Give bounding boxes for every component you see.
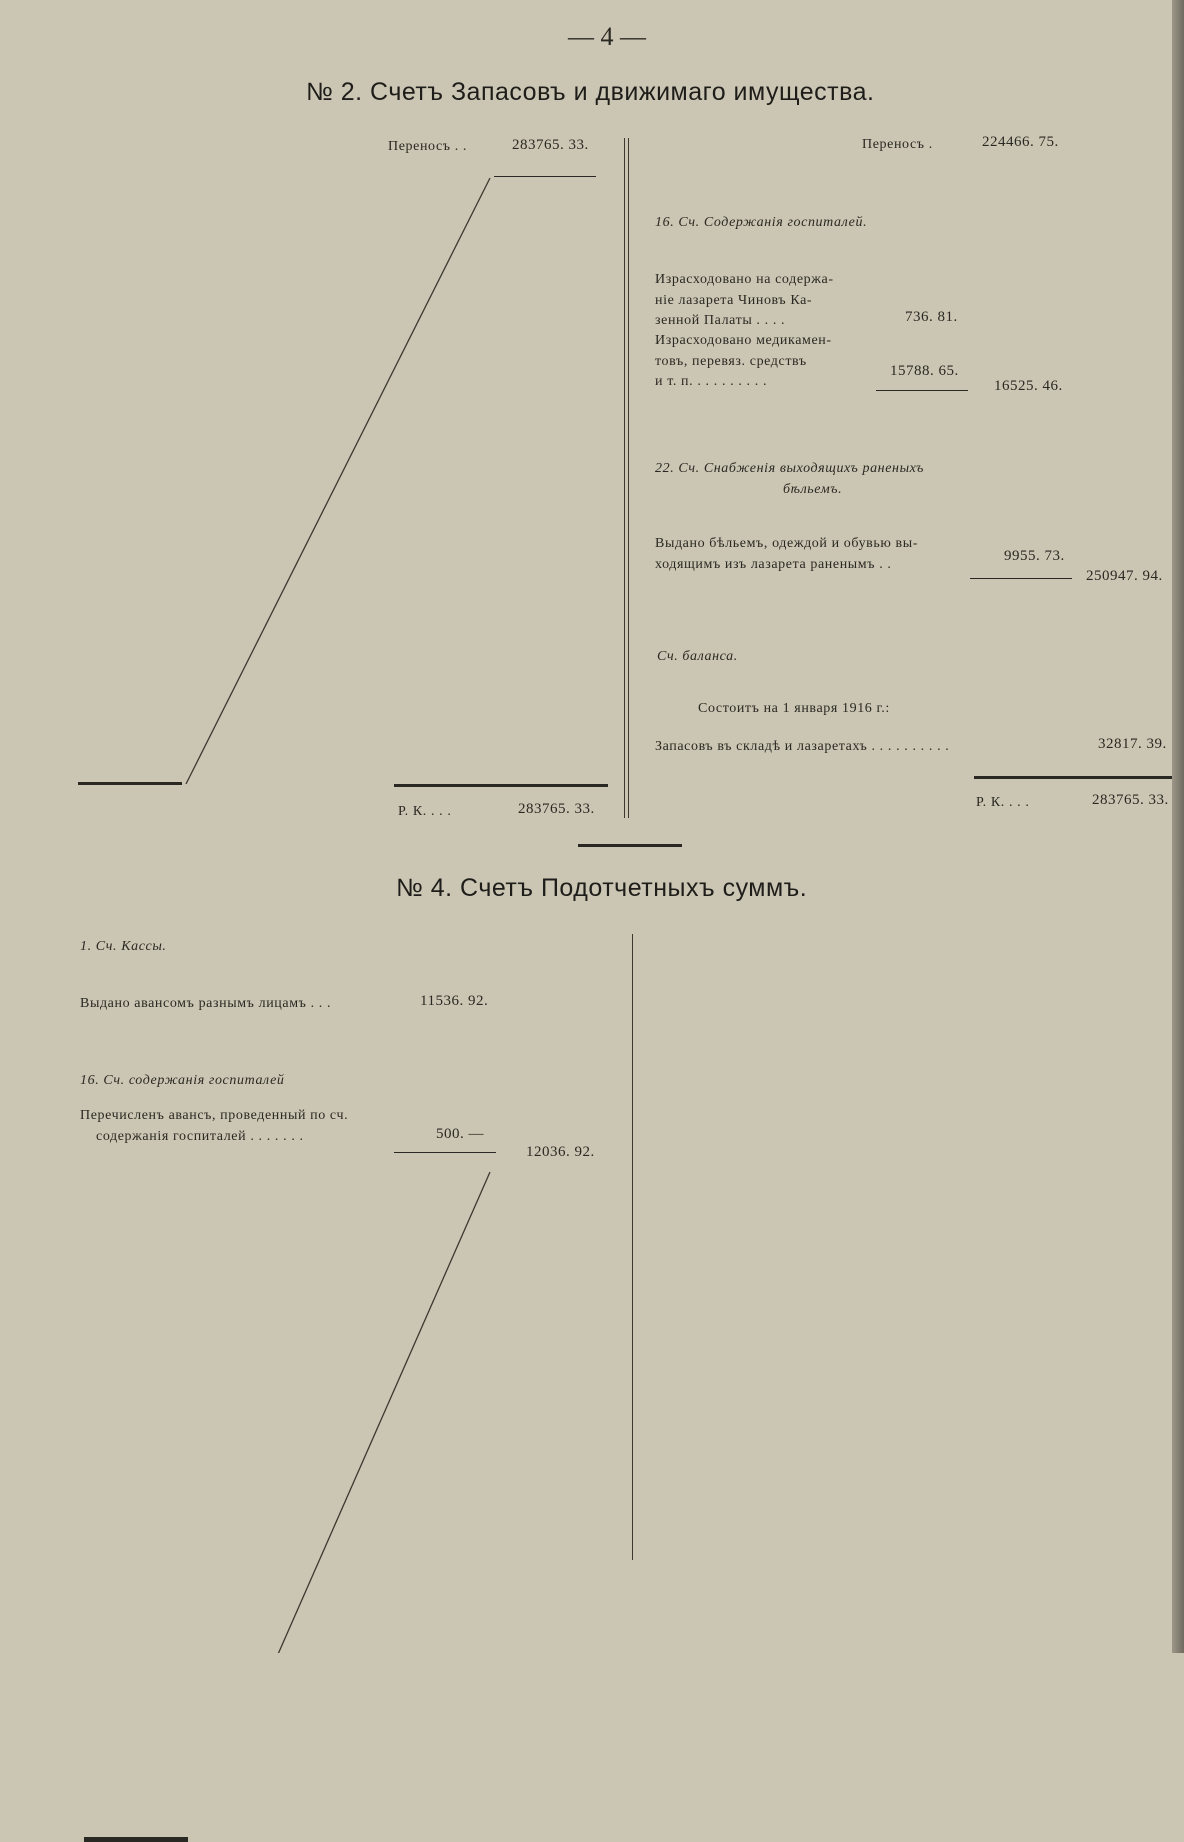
a2-left-rk-label: Р. К. . . .	[398, 804, 452, 819]
a2-balance-header: Сч. баланса.	[657, 649, 738, 664]
a2-sec16-item1-line2: ніе лазарета Чиновъ Ка-	[655, 292, 813, 308]
a4-left-sec16-item-line2: содержанія госпиталей . . . . . . .	[96, 1128, 304, 1144]
a2-sec22-item-value: 9955. 73.	[1004, 548, 1065, 564]
account-4-divider	[632, 934, 633, 1560]
a2-sec16-total: 16525. 46.	[994, 378, 1063, 394]
a4-left-total: 12036. 92.	[526, 1144, 595, 1160]
a2-sec16-item2-line1: Израсходовано медикамен-	[655, 333, 832, 348]
account-4-title: № 4. Счетъ Подотчетныхъ суммъ.	[396, 874, 808, 902]
a2-sec22-item	[655, 534, 918, 575]
a2-right-carry-label: Переносъ .	[862, 137, 933, 152]
a2-sec16-subtotal-rule	[876, 390, 968, 391]
a2-balance-item: Запасовъ въ складѣ и лазаретахъ . . . . . . . . . .	[655, 739, 950, 754]
a2-sec16-item2-line3: и т. п. . . . . . . . . .	[655, 374, 768, 389]
a4-left-sec1-header: 1. Сч. Кассы.	[80, 939, 167, 954]
a2-sec22-item-line1: Выдано бѣльемъ, одеждой и обувью вы-	[655, 536, 919, 551]
a2-right-rk-label: Р. К. . . .	[976, 795, 1030, 810]
a2-sec22-item-line2: ходящимъ изъ лазарета раненымъ . .	[655, 556, 892, 572]
a2-sec16-header: 16. Сч. Содержанія госпиталей.	[655, 215, 868, 230]
a2-sec22-subtotal-rule	[970, 578, 1072, 579]
a2-right-rk-value: 283765. 33.	[1092, 792, 1169, 808]
a2-left-close-rule	[394, 784, 608, 787]
a2-sec22-header-line2: бѣльемъ.	[783, 481, 843, 497]
a2-balance-value: 32817. 39.	[1098, 736, 1167, 752]
a2-left-rk-value: 283765. 33.	[518, 801, 595, 817]
a4-left-sec1-value: 11536. 92.	[420, 993, 489, 1009]
a4-left-sec16-item	[80, 1106, 348, 1147]
a2-left-carry-value: 283765. 33.	[512, 137, 589, 153]
a2-left-diagonal-line	[186, 178, 490, 784]
a4-left-sec16-value: 500. —	[436, 1126, 484, 1142]
a2-sec16-item1-line1: Израсходовано на содержа-	[655, 272, 834, 287]
a4-left-diagonal-line	[206, 1172, 490, 1653]
a2-sec16-item1-value: 736. 81.	[905, 309, 958, 325]
a2-sec16-item1-line3: зенной Палаты . . . .	[655, 313, 786, 328]
a2-sec22-header-line1: 22. Сч. Снабженія выходящихъ раненыхъ	[655, 461, 924, 476]
a2-end-rule	[578, 844, 682, 847]
a4-left-sec1-item: Выдано авансомъ разнымъ лицамъ . . .	[80, 996, 332, 1011]
a2-left-carry-label: Переносъ . .	[388, 139, 468, 154]
a2-right-close-rule	[974, 776, 1172, 779]
a4-left-subtotal-rule	[394, 1152, 496, 1153]
a2-sec16-item2-value: 15788. 65.	[890, 363, 959, 379]
a4-left-sec16-header: 16. Сч. содержанія госпиталей	[80, 1073, 285, 1088]
a2-sec16-item1	[655, 270, 834, 332]
a2-balance-date: Состоитъ на 1 января 1916 г.:	[698, 701, 890, 716]
a2-right-carry-value: 224466. 75.	[982, 134, 1059, 150]
page-number: — 4 —	[568, 22, 646, 51]
a2-left-close-rule-short	[78, 782, 182, 785]
a2-sec16-item2	[655, 331, 832, 393]
a4-left-sec16-item-line1: Перечисленъ авансъ, проведенный по сч.	[80, 1108, 349, 1123]
account-2-title: № 2. Счетъ Запасовъ и движимаго имущества.	[306, 78, 875, 106]
a2-sec22-total: 250947. 94.	[1086, 568, 1163, 584]
a2-sec22-header	[655, 459, 924, 500]
a2-sec16-item2-line2: товъ, перевяз. средствъ	[655, 353, 807, 369]
